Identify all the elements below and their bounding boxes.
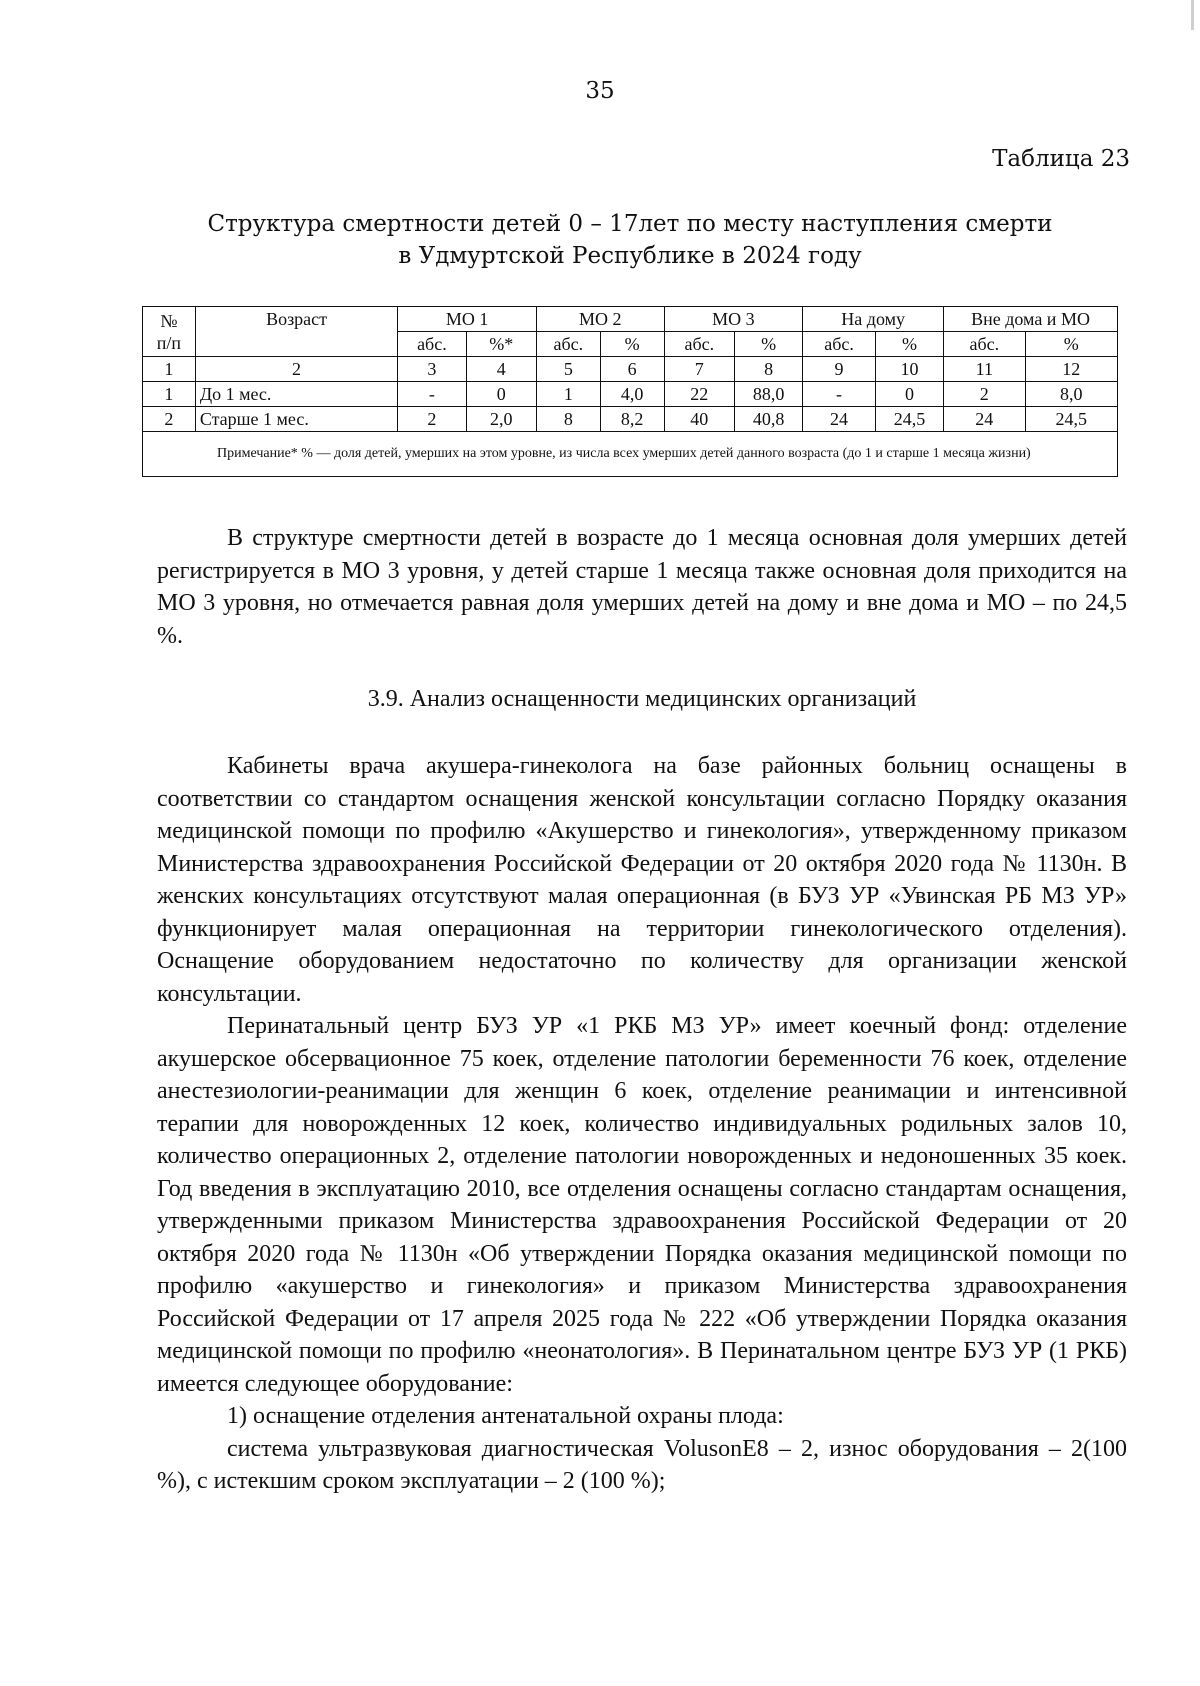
subheader-cell: абс.	[803, 332, 876, 357]
table-cell-age: До 1 мес.	[195, 382, 397, 407]
paragraph-perinatal-center: Перинатальный центр БУЗ УР «1 РКБ МЗ УР» имеет коечный фонд: отделение акушерское обсервационное 75 коек, отделение патологии беременности 76 коек, отделение анестезиологии-реанимации для женщин 6 коек, отделение реанимации и интенсивной терапии для новорожденных 12 коек, количество индивидуальных родильных залов 10, количество операционных 2, отделение патологии новорожденных и недоношенных 35 коек. Год введения в эксплуатацию 2010, все отделения оснащены согласно стандартам оснащения, утвержденными приказом Министерства здравоохранения Российской Федерации от 20 октября 2020 года № 1130н «Об утверждении Порядка оказания медицинской помощи по профилю «акушерство и гинекология» и приказом Министерства здравоохранения Российской Федерации от 17 апреля 2025 года № 222 «Об утверждении Порядка оказания медицинской помощи по профилю «неонатология». В Перинатальном центре БУЗ УР (1 РКБ) имеется следующее оборудование:	[157, 1013, 1127, 1397]
table-label: Таблица 23	[992, 146, 1130, 172]
index-cell: 8	[735, 357, 803, 382]
table-cell: 24,5	[875, 407, 943, 432]
subheader-cell: абс.	[944, 332, 1025, 357]
table-row	[143, 382, 1118, 407]
index-cell: 10	[875, 357, 943, 382]
table-cell: 24	[944, 407, 1025, 432]
index-cell: 11	[944, 357, 1025, 382]
table-cell: 2,0	[466, 407, 536, 432]
table-cell: 40,8	[735, 407, 803, 432]
header-cell-age: Возраст	[195, 307, 397, 357]
table-cell: 4,0	[600, 382, 664, 407]
table-title-line-1: Структура смертности детей 0 – 17лет по месту наступления смерти	[207, 211, 1053, 237]
table-cell: 2	[944, 382, 1025, 407]
table-cell: 1	[143, 382, 196, 407]
header-cell-mo1: МО 1	[398, 307, 537, 332]
table-cell: 0	[875, 382, 943, 407]
index-cell: 1	[143, 357, 196, 382]
header-num-line-1: №	[160, 310, 178, 331]
paragraph-consultation-rooms: Кабинеты врача акушера-гинеколога на базе районных больниц оснащены в соответствии со стандартом оснащения женской консультации согласно Порядку оказания медицинской помощи по профилю «Акушерство и гинекология», утвержденному приказом Министерства здравоохранения Российской Федерации от 20 октября 2020 года № 1130н. В женских консультациях отсутствуют малая операционная (в БУЗ УР «Увинская РБ МЗ УР» функционирует малая операционная на территории гинекологического отделения). Оснащение оборудованием недостаточно по количеству для организации женской консультации.	[157, 753, 1127, 1007]
table-note: Примечание* % — доля детей, умерших на этом уровне, из числа всех умерших детей данного возраста (до 1 и старше 1 месяца жизни)	[143, 432, 1118, 477]
table-cell: 2	[143, 407, 196, 432]
paragraph-ultrasound-system: система ультразвуковая диагностическая VolusonE8 – 2, износ оборудования – 2(100 %), с истекшим сроком эксплуатации – 2 (100 %);	[157, 1435, 1127, 1494]
subheader-cell: абс.	[536, 332, 600, 357]
header-cell-num	[143, 307, 196, 357]
index-cell: 2	[195, 357, 397, 382]
subheader-cell: %	[875, 332, 943, 357]
table-cell: -	[803, 382, 876, 407]
section-body	[157, 750, 1127, 1498]
subheader-cell: %	[735, 332, 803, 357]
mortality-structure-table	[142, 306, 1118, 477]
table-cell-age: Старше 1 мес.	[195, 407, 397, 432]
table-title	[150, 208, 1110, 272]
table-cell: 0	[466, 382, 536, 407]
index-cell: 3	[398, 357, 466, 382]
table-cell: 8,0	[1025, 382, 1118, 407]
paragraph-text: В структуре смертности детей в возрасте до 1 месяца основная доля умерших детей регистрируется в МО 3 уровня, у детей старше 1 месяца также основная доля приходится на МО 3 уровня, но отмечается равная доля умерших детей на дому и вне дома и МО – по 24,5 %.	[157, 525, 1127, 649]
paragraph-antenatal-equipment: 1) оснащение отделения антенатальной охраны плода:	[227, 1403, 784, 1429]
subheader-cell: абс.	[398, 332, 466, 357]
paragraph-mortality-summary	[157, 522, 1127, 652]
subheader-cell: %*	[466, 332, 536, 357]
subheader-cell: %	[600, 332, 664, 357]
table-row	[143, 407, 1118, 432]
header-cell-home: На дому	[803, 307, 944, 332]
table-header-row	[143, 307, 1118, 332]
scan-edge-mark	[1191, 0, 1194, 30]
table-cell: 8	[536, 407, 600, 432]
index-cell: 4	[466, 357, 536, 382]
table-cell: 22	[664, 382, 734, 407]
table-cell: 88,0	[735, 382, 803, 407]
table-cell: 1	[536, 382, 600, 407]
table-cell: 8,2	[600, 407, 664, 432]
header-num-line-2: п/п	[156, 332, 182, 353]
index-cell: 5	[536, 357, 600, 382]
table-title-line-2: в Удмуртской Республике в 2024 году	[398, 243, 862, 269]
table-cell: 40	[664, 407, 734, 432]
table-cell: 24,5	[1025, 407, 1118, 432]
index-cell: 6	[600, 357, 664, 382]
table-cell: -	[398, 382, 466, 407]
table-index-row	[143, 357, 1118, 382]
page-number: 35	[585, 78, 615, 104]
header-cell-outside: Вне дома и МО	[944, 307, 1118, 332]
header-cell-mo3: МО 3	[664, 307, 803, 332]
index-cell: 12	[1025, 357, 1118, 382]
section-heading: 3.9. Анализ оснащенности медицинских организаций	[367, 686, 917, 712]
subheader-cell: абс.	[664, 332, 734, 357]
table-cell: 24	[803, 407, 876, 432]
header-cell-mo2: МО 2	[536, 307, 664, 332]
table-note-row	[143, 432, 1118, 477]
subheader-cell: %	[1025, 332, 1118, 357]
index-cell: 7	[664, 357, 734, 382]
table-cell: 2	[398, 407, 466, 432]
index-cell: 9	[803, 357, 876, 382]
